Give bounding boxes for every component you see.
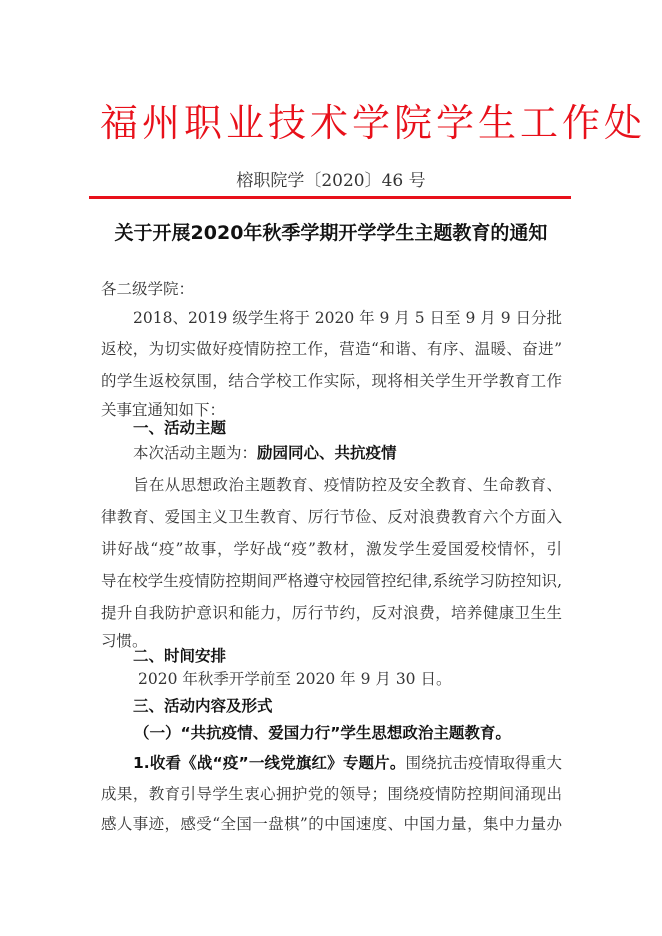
item-line xyxy=(133,753,562,773)
organization-letterhead: 福州职业技术学院学生工作处 xyxy=(100,101,647,145)
red-divider xyxy=(89,196,571,199)
paragraph-line: 成果，教育引导学生衷心拥护党的领导；围绕疫情防控期间涌现出 xyxy=(101,785,562,803)
section-heading: 一、活动主题 xyxy=(133,419,227,437)
theme-label: 本次活动主题为： xyxy=(133,444,258,462)
paragraph-line: 提升自我防护意识和能力，厉行节约，反对浪费，培养健康卫生生 xyxy=(101,604,562,622)
paragraph-line: 感人事迹，感受“全国一盘棋”的中国速度、中国力量，集中力量办 xyxy=(101,815,562,833)
theme-value: 励园同心、共抗疫情 xyxy=(257,444,397,462)
notice-title: 关于开展2020年秋季学期开学学生主题教育的通知 xyxy=(114,222,548,244)
section-heading: 三、活动内容及形式 xyxy=(133,697,273,715)
paragraph-line: 的学生返校氛围，结合学校工作实际，现将相关学生开学教育工作 xyxy=(101,372,562,390)
salutation: 各二级学院： xyxy=(101,280,195,298)
document-number: 榕职院学〔2020〕46 号 xyxy=(236,171,426,191)
schedule-text: 2020 年秋季开学前至 2020 年 9 月 30 日。 xyxy=(138,670,452,688)
paragraph-line: 习惯。 xyxy=(101,632,148,650)
paragraph-line: 律教育、爱国主义卫生教育、厉行节俭、反对浪费教育六个方面入 xyxy=(101,508,562,526)
paragraph-line: 导在校学生疫情防控期间严格遵守校园管控纪律,系统学习防控知识, xyxy=(101,572,562,590)
section-heading: 二、时间安排 xyxy=(133,647,227,665)
item-title: 1.收看《战“疫”一线党旗红》专题片。 xyxy=(133,754,406,772)
paragraph-line: 返校，为切实做好疫情防控工作，营造“和谐、有序、温暖、奋进” xyxy=(101,340,562,358)
subsection-heading: （一）“共抗疫情、爱国力行”学生思想政治主题教育。 xyxy=(134,724,511,742)
paragraph-line: 讲好战“疫”故事，学好战“疫”教材，激发学生爱国爱校情怀，引 xyxy=(101,540,562,558)
paragraph-line: 旨在从思想政治主题教育、疫情防控及安全教育、生命教育、 xyxy=(133,476,562,494)
paragraph-line: 2018、2019 级学生将于 2020 年 9 月 5 日至 9 月 9 日分批 xyxy=(133,309,562,327)
paragraph-line: 关事宜通知如下： xyxy=(101,401,226,419)
item-text: 围绕抗击疫情取得重大 xyxy=(405,754,562,772)
theme-line xyxy=(133,443,562,463)
